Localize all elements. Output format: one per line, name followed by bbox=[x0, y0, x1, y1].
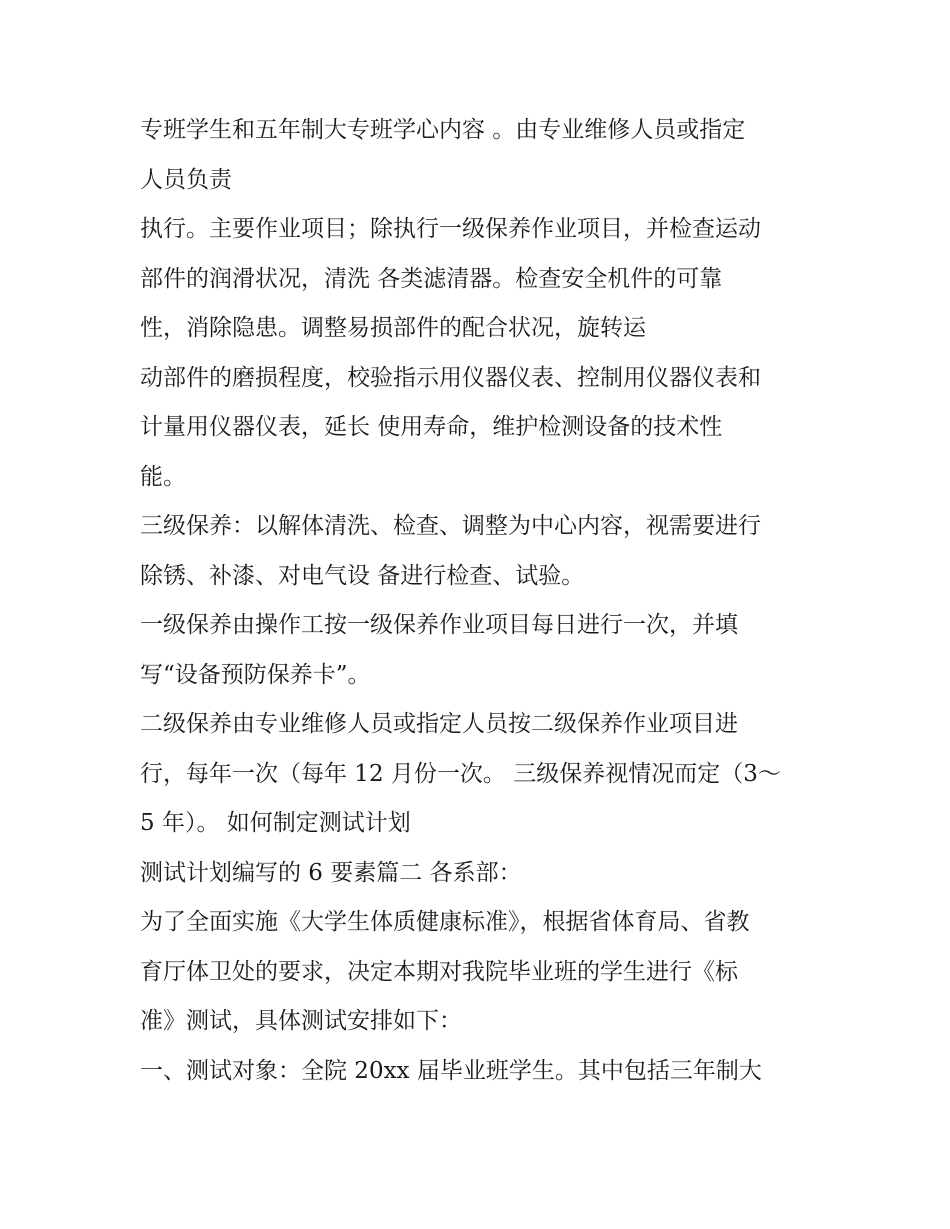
text-line: 性，消除隐患。调整易损部件的配合状况，旋转运 bbox=[140, 315, 646, 341]
text-line: 计量用仪器仪表，延长 使用寿命，维护检测设备的技术性 bbox=[140, 414, 723, 440]
text-line: 一、测试对象：全院 20xx 届毕业班学生。其中包括三年制大 bbox=[140, 1057, 762, 1084]
text-line: 人员负责 bbox=[140, 166, 232, 193]
text-line: 二级保养由专业维修人员或指定人员按二级保养作业项目进 bbox=[140, 711, 738, 737]
text-line: 5 年）。 如何制定测试计划 bbox=[140, 810, 411, 836]
text-line: 除锈、补漆、对电气设 备进行检查、试验。 bbox=[140, 562, 585, 589]
text-line: 行，每年一次（每年 12 月份一次。 三级保养视情况而定（3～ bbox=[140, 760, 781, 787]
text-line: 三级保养：以解体清洗、检查、调整为中心内容，视需要进行 bbox=[140, 513, 761, 539]
text-line: 测试计划编写的 6 要素篇二 各系部： bbox=[140, 859, 522, 886]
text-line: 一级保养由操作工按一级保养作业项目每日进行一次，并填 bbox=[140, 612, 738, 638]
text-line: 部件的润滑状况，清洗 各类滤清器。检查安全机件的可靠 bbox=[140, 265, 723, 292]
text-line: 育厅体卫处的要求，决定本期对我院毕业班的学生进行《标 bbox=[140, 958, 738, 985]
document-body bbox=[140, 106, 830, 1096]
text-line: 写“设备预防保养卡”。 bbox=[140, 661, 371, 688]
text-line: 能。 bbox=[140, 463, 186, 490]
text-line: 专班学生和五年制大专班学心内容 。由专业维修人员或指定 bbox=[140, 117, 746, 143]
text-line: 执行。主要作业项目；除执行一级保养作业项目，并检查运动 bbox=[140, 216, 761, 242]
text-line: 准》测试，具体测试安排如下： bbox=[140, 1008, 462, 1034]
text-line: 为了全面实施《大学生体质健康标准》，根据省体育局、省教 bbox=[140, 909, 750, 935]
text-line: 动部件的磨损程度，校验指示用仪器仪表、控制用仪器仪表和 bbox=[140, 364, 761, 391]
